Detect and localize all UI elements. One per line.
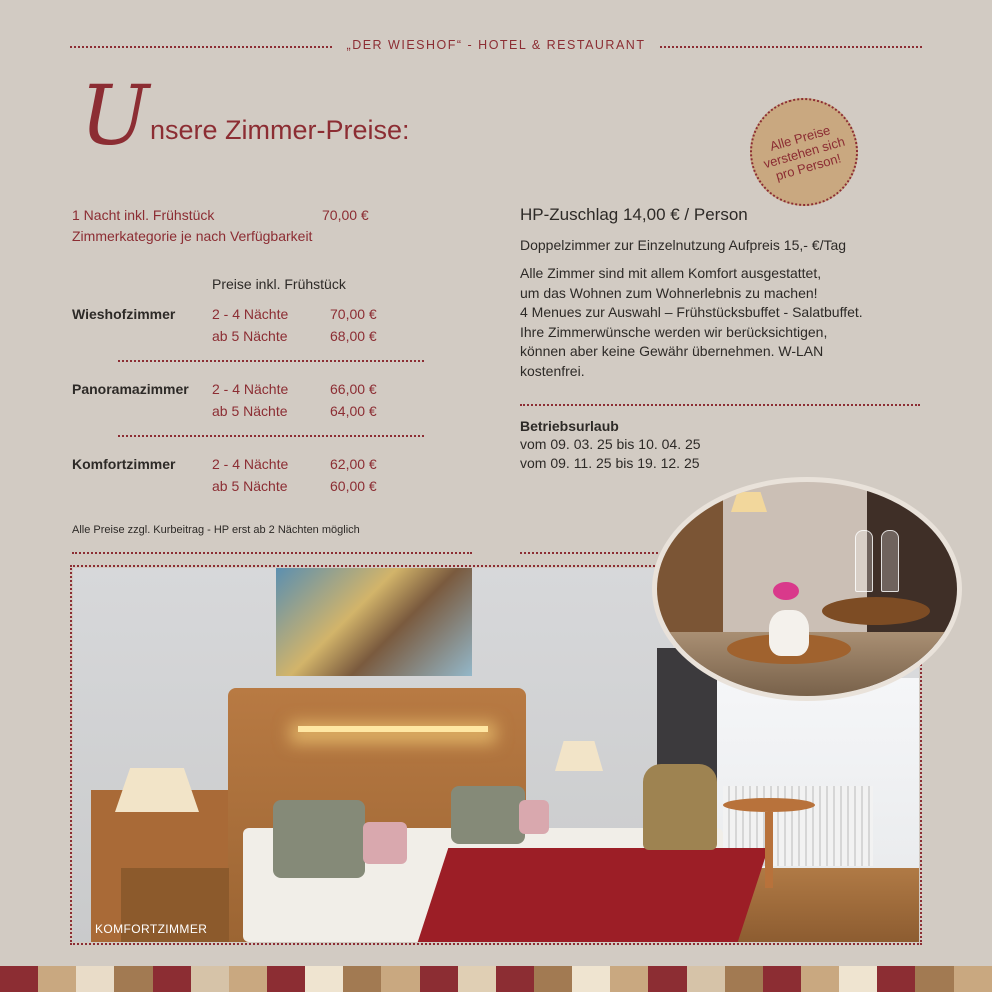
stripe [114,966,152,992]
closure-date: vom 09. 11. 25 bis 19. 12. 25 [520,455,700,471]
amenities-line: kostenfrei. [520,362,585,379]
stripe [954,966,992,992]
room-nights: ab 5 Nächte [212,328,288,344]
room-divider [118,435,424,437]
room-nights: ab 5 Nächte [212,478,288,494]
stripe [305,966,343,992]
stripe [420,966,458,992]
stripe [0,966,38,992]
stripe [343,966,381,992]
room-name: Panoramazimmer [72,381,189,397]
stripe [572,966,610,992]
room-name: Wieshofzimmer [72,306,176,322]
stripe [763,966,801,992]
stag-painting [276,568,472,676]
single-use-note: Doppelzimmer zur Einzelnutzung Aufpreis 15,- €/Tag [520,237,847,253]
footnote: Alle Preise zzgl. Kurbeitrag - HP erst ab 2 Nächten möglich [72,524,360,536]
detail-photo [652,477,962,701]
section-divider [520,404,920,406]
stripe [877,966,915,992]
header-divider-right [660,46,922,48]
prices-header: Preise inkl. Frühstück [212,276,346,292]
amenities-line: 4 Menues zur Auswahl – Frühstücksbuffet - Salatbuffet. [520,304,863,320]
stripe [801,966,839,992]
stripe [534,966,572,992]
stripe [648,966,686,992]
amenities-paragraph [520,264,863,381]
stripe [381,966,419,992]
stripe [76,966,114,992]
header-title: „DER WIESHOF“ - HOTEL & RESTAURANT [346,38,646,52]
stripe [839,966,877,992]
room-price: 68,00 € [330,328,377,344]
room-price: 64,00 € [330,403,377,419]
stripe [610,966,648,992]
stripe [229,966,267,992]
vase [769,610,809,656]
stripe [915,966,953,992]
closure-title: Betriebsurlaub [520,418,619,434]
intro-category-note: Zimmerkategorie je nach Verfügbarkeit [72,228,313,244]
hp-surcharge: HP-Zuschlag 14,00 € / Person [520,205,748,224]
amenities-line: Ihre Zimmerwünsche werden wir berücksichtigen, [520,323,828,340]
room-nights: 2 - 4 Nächte [212,456,289,472]
stripe [496,966,534,992]
room-price: 66,00 € [330,381,377,397]
stamp-text: Alle Preise verstehen sich pro Person! [761,121,847,183]
amenities-line: um das Wohnen zum Wohnerlebnis zu machen! [520,284,818,301]
armchair [643,764,717,850]
stripe [725,966,763,992]
room-nights: 2 - 4 Nächte [212,381,289,397]
intro-night-label: 1 Nacht inkl. Frühstück [72,207,215,223]
section-divider [520,552,658,554]
amenities-line: können aber keine Gewähr übernehmen. W-LAN [520,343,824,359]
price-note-stamp [737,85,871,219]
stripe [153,966,191,992]
room-name: Komfortzimmer [72,456,176,472]
amenities-line: Alle Zimmer sind mit allem Komfort ausgestattet, [520,265,822,281]
room-price: 62,00 € [330,456,377,472]
room-price: 70,00 € [330,306,377,322]
stripe [458,966,496,992]
photo-caption: KOMFORTZIMMER [95,922,208,936]
closure-date: vom 09. 03. 25 bis 10. 04. 25 [520,436,701,452]
decorative-stripes [0,966,992,992]
room-nights: 2 - 4 Nächte [212,306,289,322]
stripe [687,966,725,992]
page-title: nsere Zimmer-Preise: [150,115,410,145]
room-nights: ab 5 Nächte [212,403,288,419]
title-initial: U [80,69,150,164]
section-divider [72,552,472,554]
intro-night-price: 70,00 € [322,207,369,223]
stripe [191,966,229,992]
stripe [267,966,305,992]
room-price: 60,00 € [330,478,377,494]
room-divider [118,360,424,362]
stripe [38,966,76,992]
